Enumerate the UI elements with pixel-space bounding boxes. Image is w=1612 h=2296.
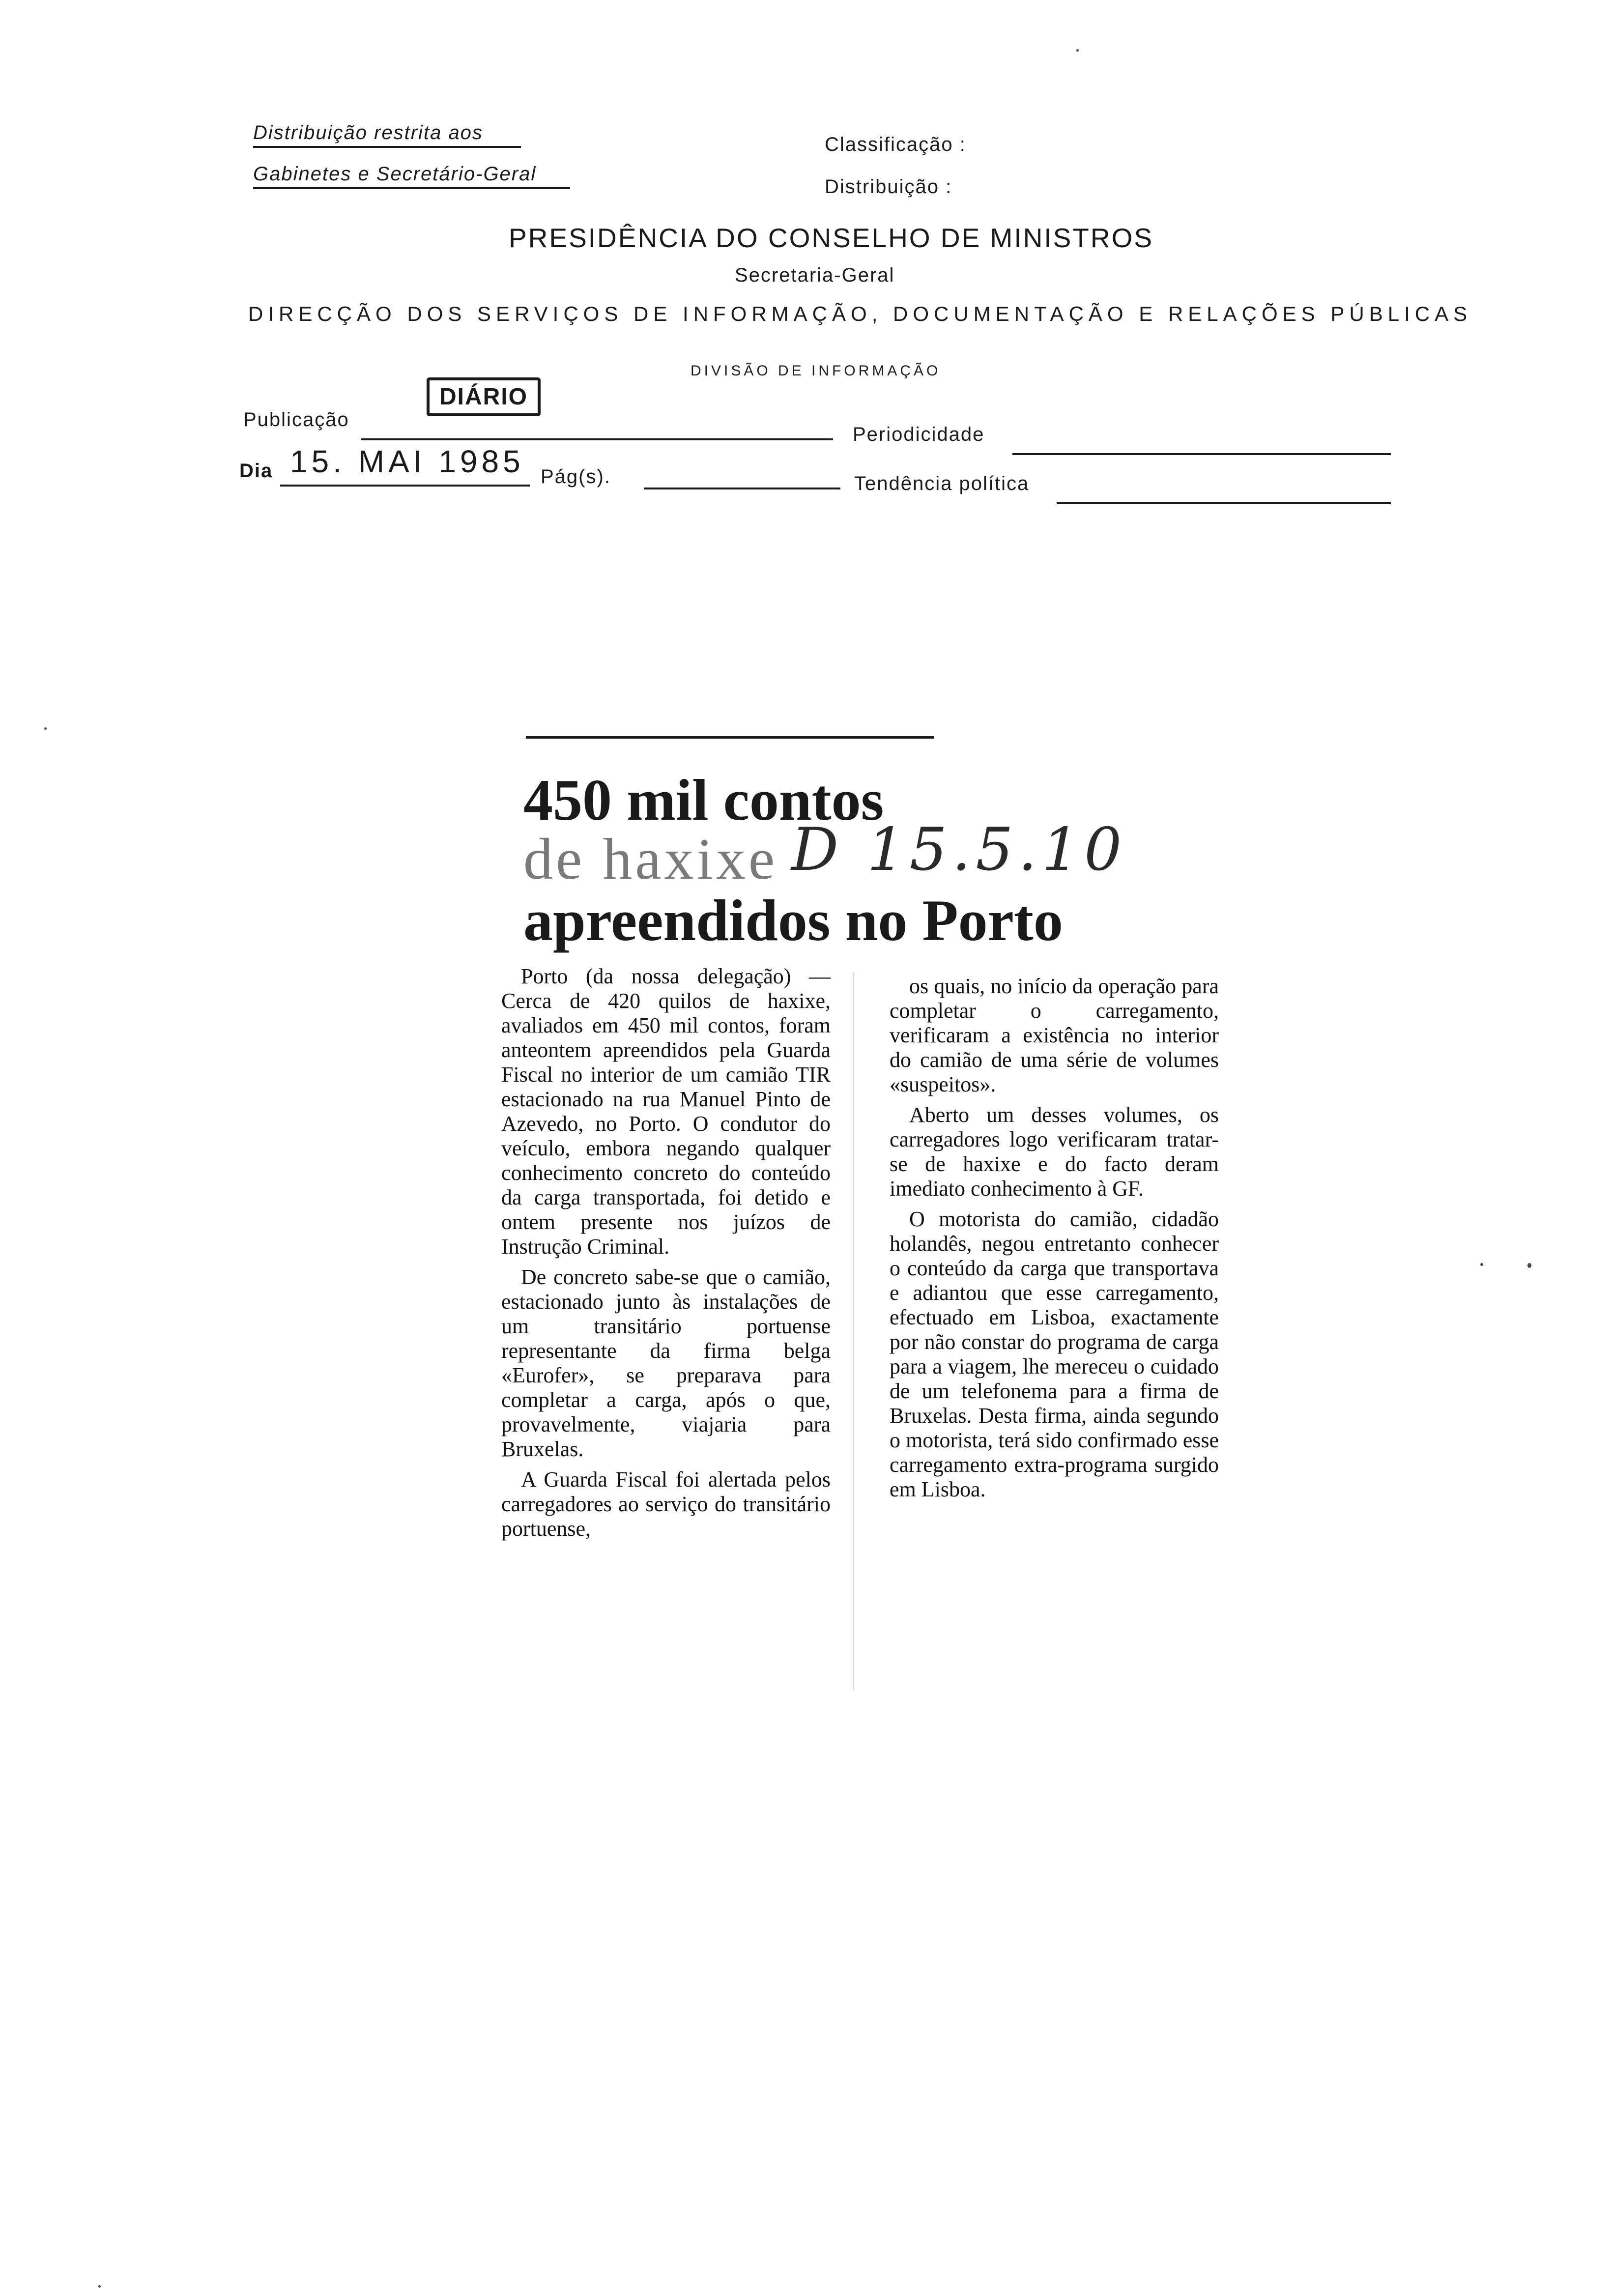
handwritten-note: D 15.5.10 bbox=[791, 816, 1127, 884]
col1-paragraph-1: Porto (da nossa delegação) — Cerca de 420 quilos de haxixe, avaliados em 450 mil contos, foram anteontem apreendidos pela Guarda Fiscal no interior de um camião TIR estacionado na rua Manuel Pinto de Azevedo, no Porto. O condutor do veículo, embora negando qualquer conhecimento concreto do conteúdo da carga transportada, foi detido e ontem presente nos juízos de Instrução Criminal. bbox=[501, 964, 831, 1259]
restriction-line-2: Gabinetes e Secretário-Geral bbox=[253, 163, 570, 189]
scan-speck bbox=[1527, 1263, 1531, 1268]
headline-line-1: 450 mil contos bbox=[523, 767, 884, 832]
scan-speck bbox=[1076, 49, 1079, 52]
publication-stamp: DIÁRIO bbox=[427, 377, 541, 416]
periodicity-label: Periodicidade bbox=[853, 424, 985, 445]
col2-paragraph-1: os quais, no início da operação para completar o carregamento, verificaram a existência no interior do camião de uma série de volumes «suspeitos». bbox=[890, 974, 1219, 1096]
page-label: Pág(s). bbox=[541, 466, 611, 488]
page-underline bbox=[644, 488, 840, 489]
day-value: 15. MAI 1985 bbox=[290, 444, 524, 479]
division-line: DIVISÃO DE INFORMAÇÃO bbox=[691, 363, 941, 379]
directorate-line: DIRECÇÃO DOS SERVIÇOS DE INFORMAÇÃO, DOCUMENTAÇÃO E RELAÇÕES PÚBLICAS bbox=[248, 302, 1472, 325]
periodicity-underline bbox=[1012, 453, 1391, 455]
col1-paragraph-2: De concreto sabe-se que o camião, estacionado junto às instalações de um transitário portuense representante da firma belga «Eurofer», se preparava para completar a carga, após o que, provavelmente, viajaria para Bruxelas. bbox=[501, 1265, 831, 1461]
scan-speck bbox=[98, 2285, 101, 2288]
publication-label: Publicação bbox=[243, 409, 349, 430]
classification-label: Classificação : bbox=[825, 134, 966, 155]
clipping-top-rule bbox=[526, 736, 934, 739]
tendency-label: Tendência política bbox=[854, 473, 1030, 494]
ministry-title: PRESIDÊNCIA DO CONSELHO DE MINISTROS bbox=[509, 223, 1154, 253]
article-column-1 bbox=[501, 964, 831, 1547]
scan-speck bbox=[1480, 1263, 1483, 1266]
day-label: Dia bbox=[239, 460, 273, 482]
col2-paragraph-2: Aberto um desses volumes, os carregadores logo verificaram tratar-se de haxixe e do facto deram imediato conhecimento à GF. bbox=[890, 1103, 1219, 1201]
scan-speck bbox=[44, 727, 47, 730]
distribution-label: Distribuição : bbox=[825, 176, 952, 198]
tendency-underline bbox=[1057, 502, 1391, 504]
day-underline bbox=[280, 485, 530, 487]
article-column-2 bbox=[890, 974, 1219, 1508]
col1-paragraph-3: A Guarda Fiscal foi alertada pelos carregadores ao serviço do transitário portuense, bbox=[501, 1467, 831, 1541]
headline-line-3: apreendidos no Porto bbox=[523, 888, 1063, 953]
restriction-line-1: Distribuição restrita aos bbox=[253, 122, 521, 148]
headline-line-2: de haxixe bbox=[523, 826, 778, 891]
secretariat-subtitle: Secretaria-Geral bbox=[735, 264, 895, 286]
col2-paragraph-3: O motorista do camião, cidadão holandês, negou entretanto conhecer o conteúdo da carga que transportava e adiantou que esse carregamento, efectuado em Lisboa, exactamente por não constar do programa de carga para a viagem, lhe mereceu o cuidado de um telefonema para a firma de Bruxelas. Desta firma, ainda segundo o motorista, terá sido confirmado esse carregamento extra-programa surgido em Lisboa. bbox=[890, 1207, 1219, 1501]
publication-underline bbox=[361, 438, 833, 440]
column-divider bbox=[853, 973, 854, 1691]
